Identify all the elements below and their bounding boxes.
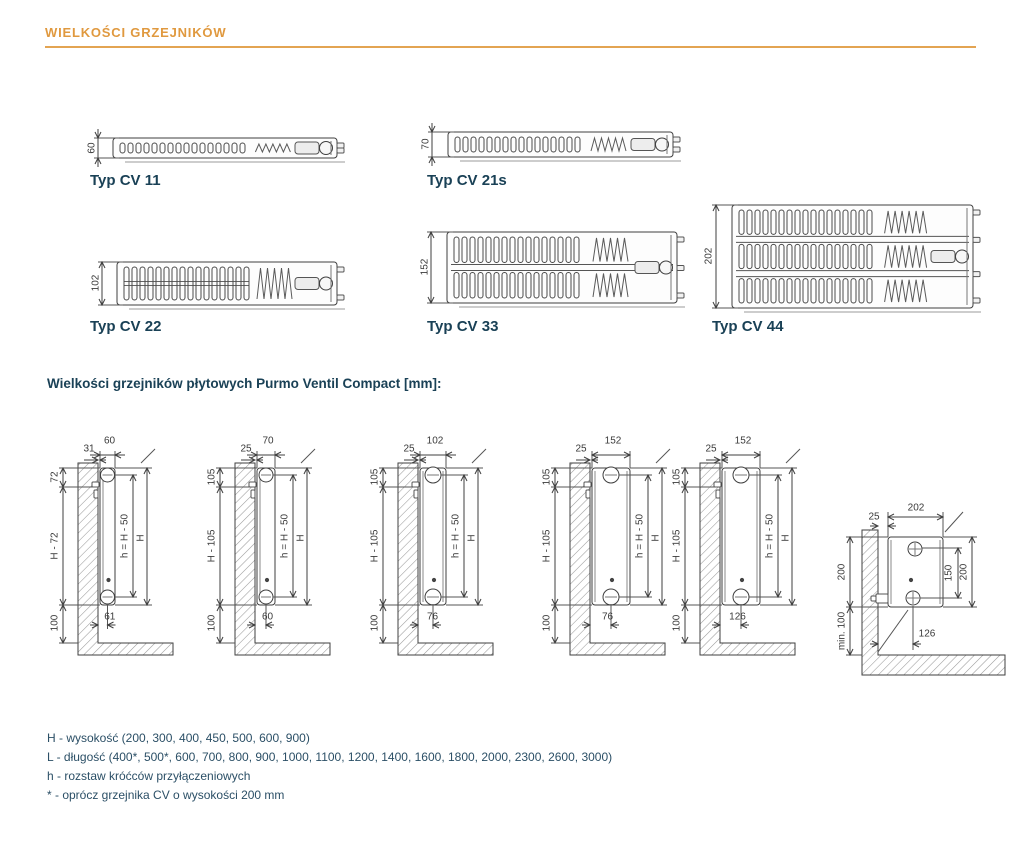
xsec-4-wall-span: H - 105: [671, 529, 683, 563]
xsec-2-top-offset: 105: [369, 468, 381, 486]
xsec-4-pipe-spacing: h = H - 50: [764, 513, 776, 559]
sideview-bottom-offset: 126: [918, 628, 936, 640]
xsec-0-wall-gap: 31: [83, 443, 95, 455]
xsec-1-bottom-offset: 60: [261, 611, 274, 623]
xsec-0-height: H: [135, 534, 147, 542]
xsec-3-top-offset: 105: [541, 468, 553, 486]
sideview-height: 200: [958, 563, 970, 581]
sideview-depth: 202: [907, 502, 925, 514]
xsec-4-top-offset: 105: [671, 468, 683, 486]
xsec-3-height: H: [650, 534, 662, 542]
legend-line-height: H - wysokość (200, 300, 400, 450, 500, 600, 900): [47, 731, 310, 745]
topview-4-type-label: Typ CV 44: [712, 318, 784, 335]
xsec-1-wall-gap: 25: [240, 443, 252, 455]
sideview-wall-height: 200: [836, 563, 848, 581]
xsec-1-pipe-spacing: h = H - 50: [279, 513, 291, 559]
xsec-1-top-offset: 105: [206, 468, 218, 486]
xsec-4-depth: 152: [734, 435, 752, 447]
xsec-3-wall-span: H - 105: [541, 529, 553, 563]
xsec-1-height: H: [295, 534, 307, 542]
topview-4-depth-dim: 202: [703, 247, 715, 265]
sideview-pipe-spacing: 150: [943, 564, 955, 582]
xsec-3-wall-gap: 25: [575, 443, 587, 455]
topview-2-type-label: Typ CV 22: [90, 318, 162, 335]
xsec-0-bottom-offset: 61: [104, 611, 116, 623]
topview-3-type-label: Typ CV 33: [427, 318, 499, 335]
xsec-4-wall-gap: 25: [705, 443, 717, 455]
xsec-0-wall-span: H - 72: [49, 532, 61, 560]
xsec-0-top-offset: 72: [49, 471, 61, 483]
topview-1-depth-dim: 70: [420, 138, 432, 150]
xsec-2-floor-clearance: 100: [369, 614, 381, 632]
xsec-2-wall-span: H - 105: [369, 529, 381, 563]
xsec-2-bottom-offset: 76: [426, 611, 439, 623]
xsec-3-depth: 152: [604, 435, 622, 447]
topview-0-depth-dim: 60: [86, 142, 98, 154]
sideview-wall-gap: 25: [868, 511, 880, 523]
topview-0-type-label: Typ CV 11: [90, 172, 161, 189]
legend-line-footnote: * - oprócz grzejnika CV o wysokości 200 mm: [47, 788, 285, 802]
topview-3-depth-dim: 152: [419, 258, 431, 276]
xsec-2-depth: 102: [426, 435, 444, 447]
sideview-floor-clearance: min. 100: [836, 611, 848, 651]
legend-line-length: L - długość (400*, 500*, 600, 700, 800, 900, 1000, 1100, 1200, 1400, 1600, 1800, 2000, 2300, 2600, 3000): [47, 750, 613, 764]
xsec-2-pipe-spacing: h = H - 50: [450, 513, 462, 559]
xsec-1-floor-clearance: 100: [206, 614, 218, 632]
xsec-3-floor-clearance: 100: [541, 614, 553, 632]
xsec-4-floor-clearance: 100: [671, 614, 683, 632]
xsec-3-pipe-spacing: h = H - 50: [634, 513, 646, 559]
xsec-4-bottom-offset: 126: [729, 611, 746, 623]
xsec-2-wall-gap: 25: [403, 443, 415, 455]
xsec-1-wall-span: H - 105: [206, 529, 218, 563]
xsec-1-depth: 70: [262, 435, 274, 447]
xsec-0-pipe-spacing: h = H - 50: [119, 513, 131, 559]
xsec-0-floor-clearance: 100: [49, 614, 61, 632]
xsec-3-bottom-offset: 76: [601, 611, 614, 623]
xsec-2-height: H: [466, 534, 478, 542]
xsec-0-depth: 60: [103, 435, 116, 447]
legend-line-spacing: h - rozstaw króćców przyłączeniowych: [47, 769, 251, 783]
title-underline: [45, 46, 976, 48]
xsec-4-height: H: [780, 534, 792, 542]
page-title: WIELKOŚCI GRZEJNIKÓW: [45, 25, 227, 40]
topview-2-depth-dim: 102: [90, 274, 102, 292]
dimensions-section-heading: Wielkości grzejników płytowych Purmo Ventil Compact [mm]:: [47, 376, 442, 391]
topview-1-type-label: Typ CV 21s: [427, 172, 507, 189]
